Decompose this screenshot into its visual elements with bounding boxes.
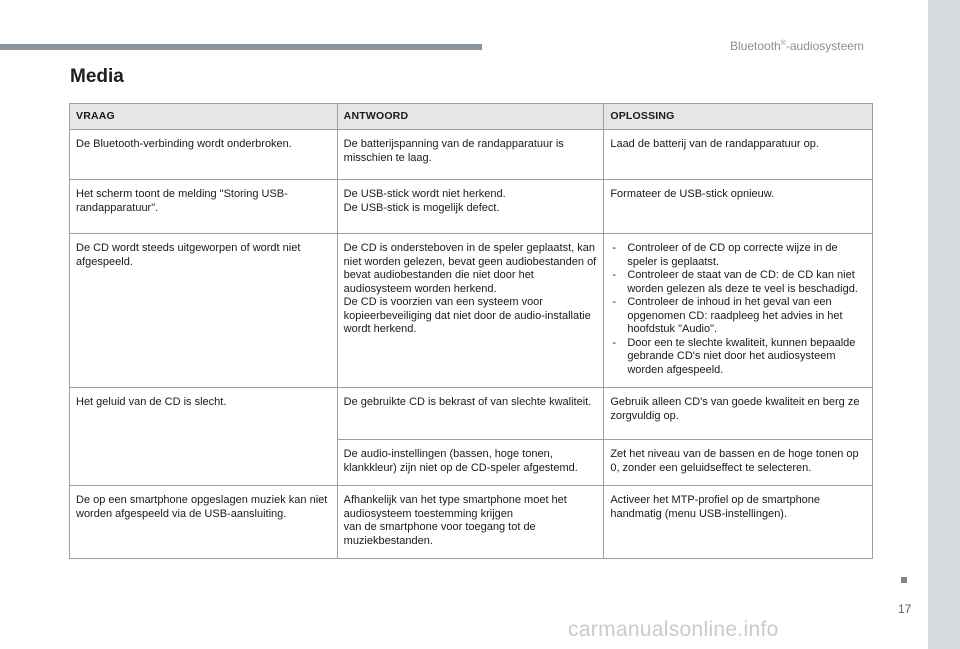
answer-cell (337, 180, 604, 234)
question-cell: De Bluetooth-verbinding wordt onderbroken. (70, 130, 338, 180)
solution-cell: Zet het niveau van de bassen en de hoge tonen op 0, zonder een geluidseffect te selecteren. (604, 440, 873, 486)
answer-line: De USB-stick is mogelijk defect. (343, 201, 500, 214)
page-marker-square (901, 577, 907, 583)
answer-line: van de smartphone voor toegang tot de muziekbestanden. (343, 521, 536, 547)
table-row (70, 234, 873, 388)
answer-line: Afhankelijk van het type smartphone moet het audiosysteem toestemming krijgen (343, 494, 567, 520)
answer-line: De CD is voorzien van een systeem voor kopieerbeveiliging dat niet door de audio-installatie wordt herkend. (343, 296, 591, 335)
question-cell: De op een smartphone opgeslagen muziek kan niet worden afgespeeld via de USB-aansluiting. (70, 486, 338, 559)
solution-cell: Laad de batterij van de randapparatuur op. (604, 130, 873, 180)
answer-cell: De batterijspanning van de randapparatuur is misschien te laag. (337, 130, 604, 180)
page-side-strip (928, 0, 960, 649)
solution-cell: Gebruik alleen CD's van goede kwaliteit en berg ze zorgvuldig op. (604, 388, 873, 440)
answer-line: De CD is ondersteboven in de speler geplaatst, kan niet worden gelezen, bevat geen audiobestanden of bevat audiobestanden die niet door het audiosysteem worden herkend. (343, 242, 597, 295)
table-row (70, 130, 873, 180)
table-header-row (70, 104, 873, 130)
column-header-answer: ANTWOORD (337, 104, 604, 130)
solution-cell (604, 234, 873, 388)
header-accent-bar (0, 44, 482, 50)
answer-cell (337, 486, 604, 559)
column-header-solution: OPLOSSING (604, 104, 873, 130)
question-cell: Het scherm toont de melding "Storing USB-randapparatuur". (70, 180, 338, 234)
watermark: carmanualsonline.info (568, 618, 779, 641)
answer-line: De USB-stick wordt niet herkend. (343, 188, 506, 200)
list-item: - Controleer de staat van de CD: de CD kan niet worden gelezen als deze te veel is beschadigd. (610, 269, 866, 296)
question-cell: De CD wordt steeds uitgeworpen of wordt niet afgespeeld. (70, 234, 338, 388)
list-item: - Door een te slechte kwaliteit, kunnen bepaalde gebrande CD's niet door het audiosysteem worden afgespeeld. (610, 337, 866, 378)
answer-cell (337, 234, 604, 388)
table-row (70, 486, 873, 559)
page-number: 17 (898, 602, 912, 616)
list-item: - Controleer of de CD op correcte wijze in de speler is geplaatst. (610, 242, 866, 269)
page-title: Media (70, 66, 124, 87)
answer-cell: De audio-instellingen (bassen, hoge tonen, klankkleur) zijn niet op de CD-speler afgestemd. (337, 440, 604, 486)
solution-cell: Formateer de USB-stick opnieuw. (604, 180, 873, 234)
solution-cell: Activeer het MTP-profiel op de smartphone handmatig (menu USB-instellingen). (604, 486, 873, 559)
solution-list (610, 242, 866, 377)
column-header-question: VRAAG (70, 104, 338, 130)
table-row (70, 180, 873, 234)
faq-table (69, 103, 873, 559)
list-item: - Controleer de inhoud in het geval van een opgenomen CD: raadpleeg het advies in het hoofdstuk "Audio". (610, 296, 866, 337)
question-cell: Het geluid van de CD is slecht. (70, 388, 338, 486)
table-row (70, 388, 873, 440)
answer-cell: De gebruikte CD is bekrast of van slechte kwaliteit. (337, 388, 604, 440)
section-label: Bluetooth®-audiosysteem (730, 39, 864, 53)
